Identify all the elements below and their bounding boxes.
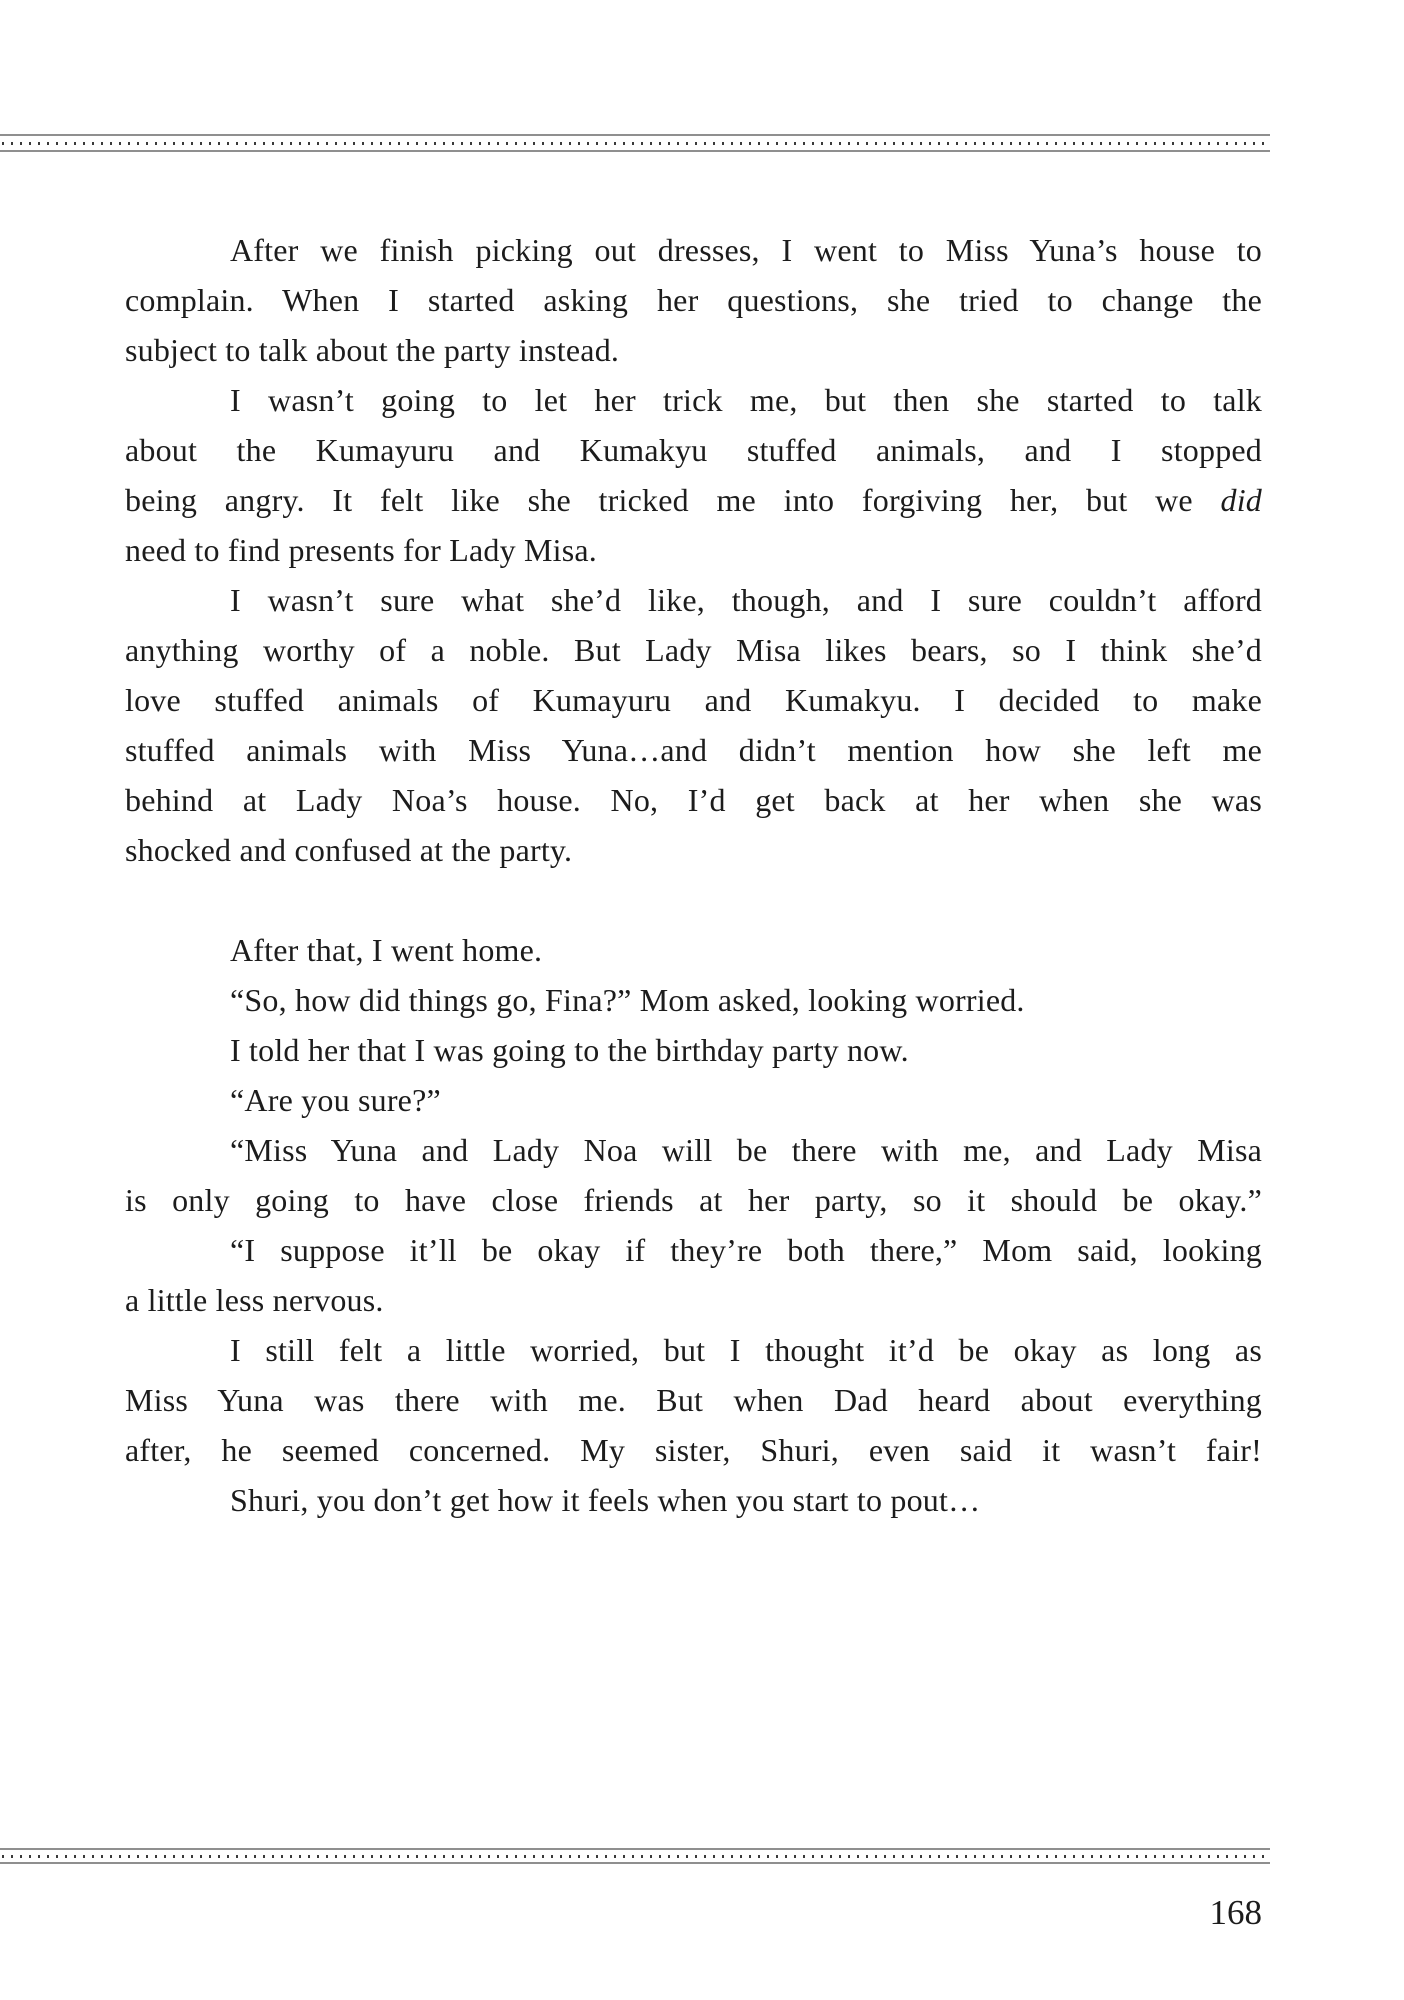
text-line: a little less nervous.: [125, 1282, 384, 1318]
text-line: “Miss Yuna and Lady Noa will be there with me, and Lady Misa: [230, 1132, 1262, 1168]
text-line: I wasn’t sure what she’d like, though, and I sure couldn’t afford: [230, 582, 1262, 618]
text-line: After that, I went home.: [230, 932, 543, 968]
text-line: Miss Yuna was there with me. But when Dad heard about everything: [125, 1382, 1262, 1418]
top-border-rule-lower: [0, 150, 1270, 152]
text-line: I still felt a little worried, but I thought it’d be okay as long as: [230, 1332, 1262, 1368]
text-line: I told her that I was going to the birthday party now.: [230, 1032, 909, 1068]
text-line: need to find presents for Lady Misa.: [125, 532, 597, 568]
text-line: I wasn’t going to let her trick me, but then she started to talk: [230, 382, 1262, 418]
text-block: [125, 225, 1262, 1525]
top-border-dotted-row: [2, 142, 1266, 145]
text-line: being angry. It felt like she tricked me into forgiving her, but we did: [125, 482, 1262, 518]
page-number: 168: [1209, 1893, 1262, 1932]
text-line: stuffed animals with Miss Yuna…and didn’t mention how she left me: [125, 732, 1262, 768]
text-line: is only going to have close friends at her party, so it should be okay.”: [125, 1182, 1262, 1218]
blank-line: [125, 875, 1262, 925]
text-line: after, he seemed concerned. My sister, Shuri, even said it wasn’t fair!: [125, 1432, 1262, 1468]
text-line: After we finish picking out dresses, I went to Miss Yuna’s house to: [230, 232, 1262, 268]
text-line: “So, how did things go, Fina?” Mom asked, looking worried.: [230, 982, 1025, 1018]
bottom-border-rule-lower: [0, 1862, 1270, 1864]
text-line: anything worthy of a noble. But Lady Misa likes bears, so I think she’d: [125, 632, 1262, 668]
text-line: Shuri, you don’t get how it feels when you start to pout…: [230, 1482, 981, 1518]
text-line: love stuffed animals of Kumayuru and Kumakyu. I decided to make: [125, 682, 1262, 718]
text-line: “Are you sure?”: [230, 1082, 441, 1118]
text-line: subject to talk about the party instead.: [125, 332, 620, 368]
text-line: “I suppose it’ll be okay if they’re both there,” Mom said, looking: [230, 1232, 1262, 1268]
bottom-border-dotted-row: [2, 1855, 1266, 1858]
top-border-rule-upper: [0, 134, 1270, 136]
text-line: shocked and confused at the party.: [125, 832, 573, 868]
text-line: behind at Lady Noa’s house. No, I’d get back at her when she was: [125, 782, 1262, 818]
text-line: about the Kumayuru and Kumakyu stuffed animals, and I stopped: [125, 432, 1262, 468]
text-line: complain. When I started asking her questions, she tried to change the: [125, 282, 1262, 318]
bottom-border-rule-upper: [0, 1848, 1270, 1850]
